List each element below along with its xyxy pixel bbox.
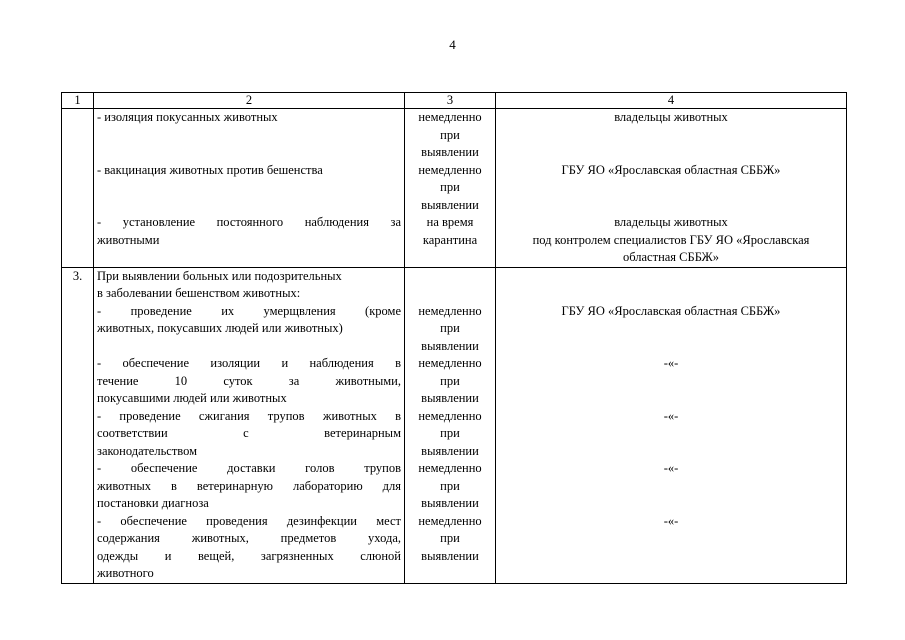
action-text-line: соответствии с ветеринарным: [97, 426, 401, 440]
responsible-text-line: ГБУ ЯО «Ярославская областная СББЖ»: [561, 162, 781, 177]
action-text-line: покусавшими людей или животных: [97, 391, 287, 405]
timing-text-line: при: [440, 478, 460, 493]
responsible-cell: [496, 109, 847, 268]
action-text-line: животных в ветеринарную лабораторию для: [97, 478, 401, 493]
action-text-line: - изоляция покусанных животных: [97, 110, 278, 124]
action-text-line: животного: [97, 566, 154, 580]
table-row-3: [62, 267, 847, 583]
timing-text-line: выявлении: [421, 338, 479, 353]
action-text-line: - обеспечение доставки голов трупов: [97, 461, 401, 475]
timing-text-line: при: [440, 373, 460, 388]
action-text-line: - обеспечение проведения дезинфекции мест: [97, 513, 401, 528]
timing-text-line: при: [440, 426, 460, 440]
timing-text-line: выявлении: [421, 548, 479, 563]
timing-cell: [405, 109, 496, 268]
row-number-cell: 3.: [62, 267, 94, 583]
action-text-line: - вакцинация животных против бешенства: [97, 162, 323, 177]
header-col-1: 1: [62, 93, 94, 109]
responsible-text-line: владельцы животных: [614, 110, 728, 124]
responsible-cell: [496, 267, 847, 583]
timing-text-line: при: [440, 531, 460, 545]
responsible-text-line: областная СББЖ»: [622, 250, 720, 264]
timing-text-line: карантина: [422, 232, 478, 247]
responsible-text-line: владельцы животных: [614, 215, 728, 229]
action-text-line: постановки диагноза: [97, 496, 209, 510]
responsible-text-line: -«-: [663, 513, 679, 528]
section-intro-line: При выявлении больных или подозрительных: [97, 268, 342, 283]
action-text-line: содержания животных, предметов ухода,: [97, 531, 401, 545]
timing-text-line: немедленно: [418, 110, 482, 124]
timing-text-line: при: [440, 180, 460, 194]
header-col-3: 3: [405, 93, 496, 109]
action-text-line: одежды и вещей, загрязненных слюной: [97, 548, 401, 563]
timing-text-line: немедленно: [418, 162, 482, 177]
timing-text-line: немедленно: [418, 303, 482, 318]
timing-text-line: выявлении: [421, 443, 479, 458]
responsible-text-line: -«-: [663, 356, 679, 370]
timing-text-line: немедленно: [418, 356, 482, 370]
responsible-text-line: под контролем специалистов ГБУ ЯО «Ярославская: [532, 232, 810, 247]
header-col-2: 2: [94, 93, 405, 109]
action-text-line: животных, покусавших людей или животных): [97, 321, 343, 335]
action-text-line: течение 10 суток за животными,: [97, 373, 401, 388]
responsible-text-line: -«-: [663, 408, 679, 423]
page-number: 4: [449, 37, 456, 52]
action-text-line: - проведение сжигания трупов животных в: [97, 408, 401, 423]
timing-text-line: немедленно: [418, 513, 482, 528]
timing-text-line: при: [440, 127, 460, 142]
timing-text-line: при: [440, 321, 460, 335]
timing-text-line: немедленно: [418, 461, 482, 475]
action-text-line: - проведение их умерщвления (кроме: [97, 303, 401, 318]
section-intro-line: в заболевании бешенством животных:: [97, 286, 301, 300]
row-number-cell: [62, 109, 94, 268]
action-text-line: животными: [97, 232, 160, 247]
table-header-row: [62, 93, 847, 109]
actions-cell: [94, 109, 405, 268]
timing-text-line: немедленно: [418, 408, 482, 423]
action-text-line: - установление постоянного наблюдения за: [97, 215, 401, 229]
action-text-line: - обеспечение изоляции и наблюдения в: [97, 356, 401, 370]
responsible-text-line: ГБУ ЯО «Ярославская областная СББЖ»: [561, 303, 781, 318]
responsible-text-line: -«-: [663, 461, 679, 475]
timing-text-line: выявлении: [421, 197, 479, 212]
timing-text-line: выявлении: [421, 145, 479, 159]
timing-cell: [405, 267, 496, 583]
timing-text-line: выявлении: [421, 391, 479, 405]
timing-text-line: выявлении: [421, 496, 479, 510]
header-col-4: 4: [496, 93, 847, 109]
actions-cell: [94, 267, 405, 583]
timing-text-line: на время: [426, 215, 474, 229]
table-row-continuation: [62, 109, 847, 268]
action-text-line: законодательством: [97, 443, 198, 458]
measures-table: [61, 92, 847, 584]
